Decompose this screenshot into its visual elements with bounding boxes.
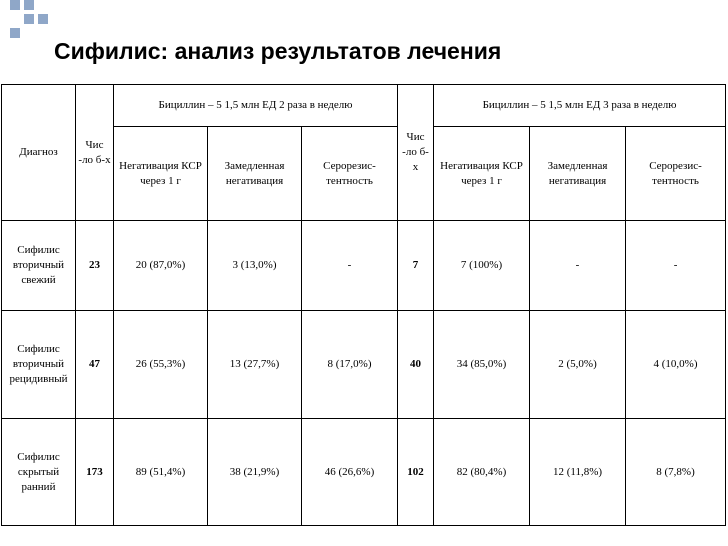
row-diagnosis: Сифилис скрытый ранний <box>2 419 76 526</box>
subheader-slowed-left: Замедленная негативация <box>208 127 302 221</box>
row-cell: 26 (55,3%) <box>114 311 208 419</box>
table-row <box>2 419 726 526</box>
row-diagnosis: Сифилис вторичный рецидивный <box>2 311 76 419</box>
results-table <box>1 84 726 526</box>
row-cell: 3 (13,0%) <box>208 221 302 311</box>
row-count-right: 102 <box>398 419 434 526</box>
header-count-right: Чис -ло б-х <box>398 85 434 221</box>
row-count-left: 173 <box>76 419 114 526</box>
row-cell: 13 (27,7%) <box>208 311 302 419</box>
row-cell: 34 (85,0%) <box>434 311 530 419</box>
row-cell: 2 (5,0%) <box>530 311 626 419</box>
row-cell: 82 (80,4%) <box>434 419 530 526</box>
subheader-seroresistance-left: Серорезис-тентность <box>302 127 398 221</box>
table-row <box>2 311 726 419</box>
table-row <box>2 221 726 311</box>
row-cell: 46 (26,6%) <box>302 419 398 526</box>
row-count-right: 7 <box>398 221 434 311</box>
table-header-row <box>2 85 726 127</box>
row-cell: - <box>530 221 626 311</box>
row-cell: 8 (7,8%) <box>626 419 726 526</box>
row-cell: 38 (21,9%) <box>208 419 302 526</box>
header-group-left: Бициллин – 5 1,5 млн ЕД 2 раза в неделю <box>114 85 398 127</box>
row-count-left: 23 <box>76 221 114 311</box>
row-cell: 12 (11,8%) <box>530 419 626 526</box>
row-cell: 8 (17,0%) <box>302 311 398 419</box>
subheader-negativation-left: Негативация КСР через 1 г <box>114 127 208 221</box>
header-diagnosis: Диагноз <box>2 85 76 221</box>
slide-title: Сифилис: анализ результатов лечения <box>54 38 502 64</box>
row-diagnosis: Сифилис вторичный свежий <box>2 221 76 311</box>
row-cell: - <box>626 221 726 311</box>
header-group-right: Бициллин – 5 1,5 млн ЕД 3 раза в неделю <box>434 85 726 127</box>
subheader-slowed-right: Замедленная негативация <box>530 127 626 221</box>
subheader-seroresistance-right: Серорезис-тентность <box>626 127 726 221</box>
header-count-left: Чис -ло б-х <box>76 85 114 221</box>
row-count-left: 47 <box>76 311 114 419</box>
row-count-right: 40 <box>398 311 434 419</box>
subheader-negativation-right: Негативация КСР через 1 г <box>434 127 530 221</box>
row-cell: 20 (87,0%) <box>114 221 208 311</box>
row-cell: 7 (100%) <box>434 221 530 311</box>
row-cell: 89 (51,4%) <box>114 419 208 526</box>
slide-decoration <box>0 0 60 42</box>
row-cell: - <box>302 221 398 311</box>
row-cell: 4 (10,0%) <box>626 311 726 419</box>
